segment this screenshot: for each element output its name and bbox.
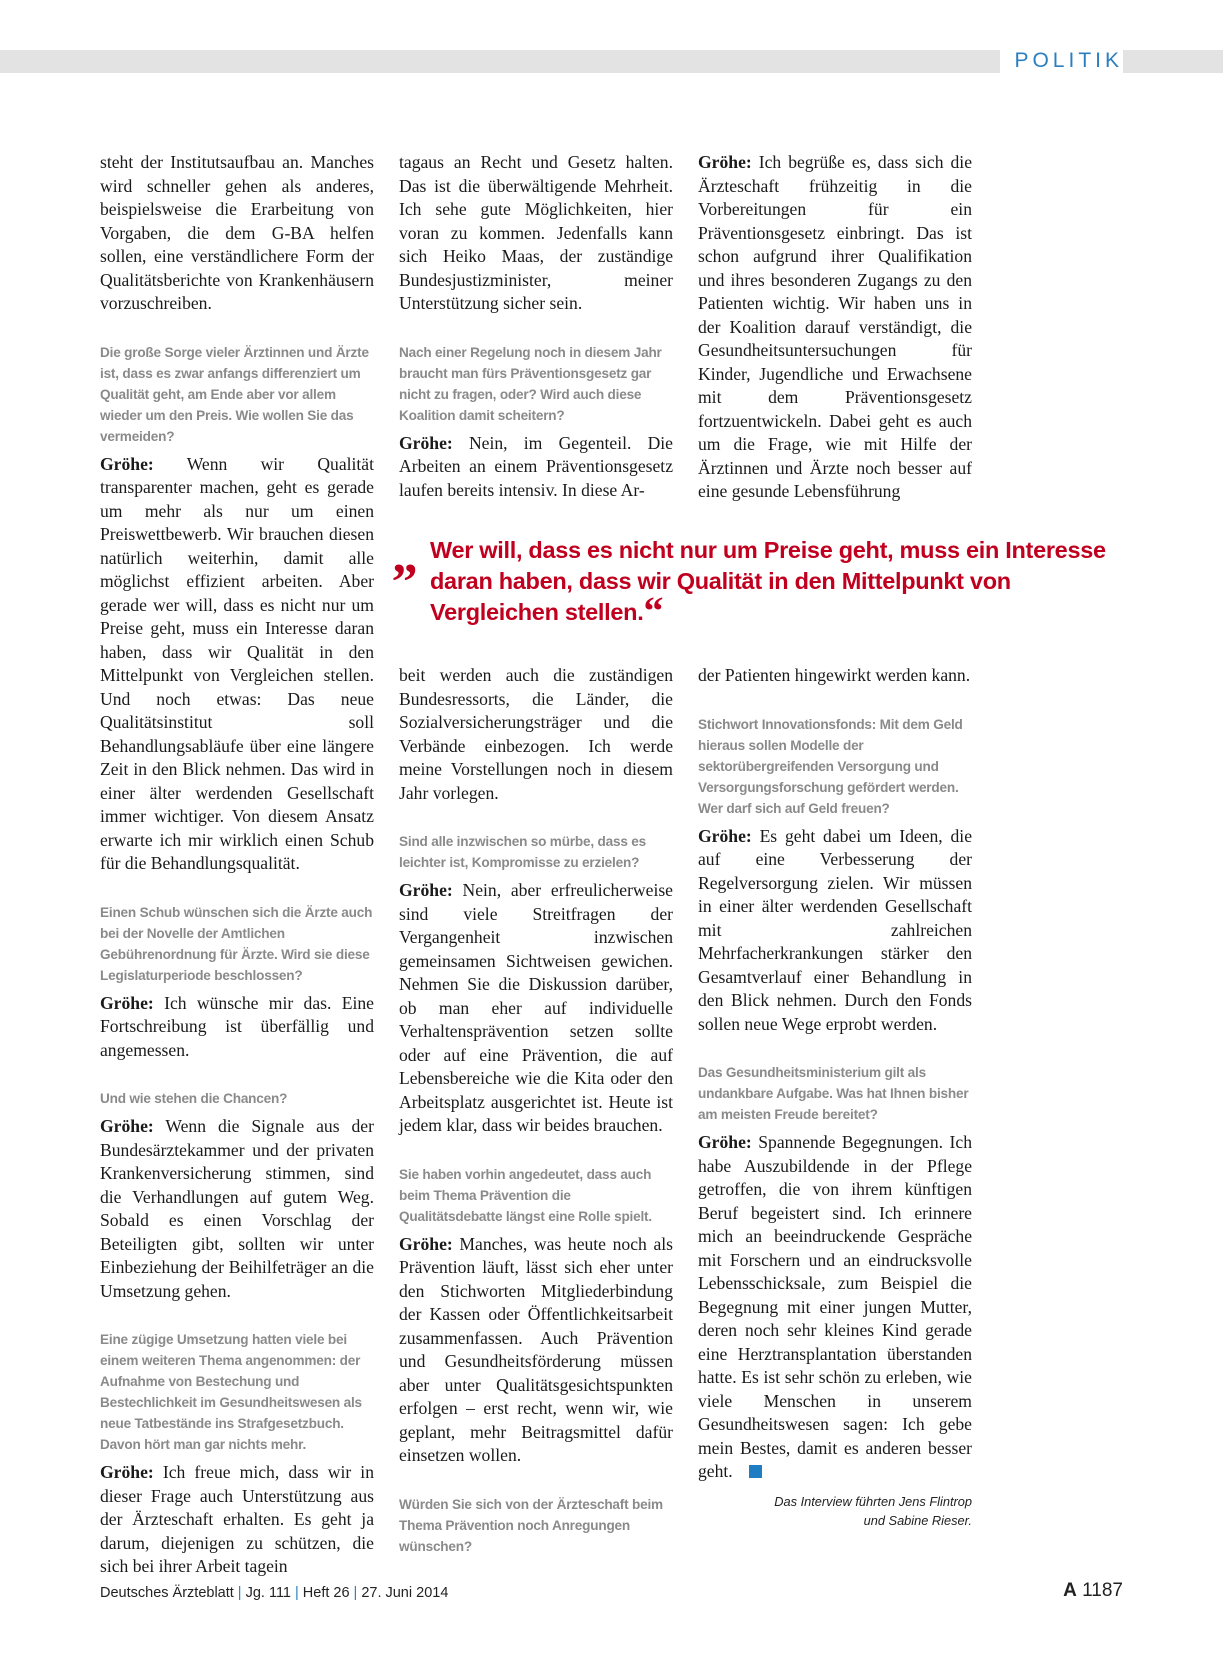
column-2-bottom — [399, 664, 673, 1563]
answer-text: Ich begrüße es, dass sich die Ärzteschaft frühzeitig in die Vorbereitungen für ein Präventionsgesetz einbringt. Das ist schon aufgrund ihrer Qualifikation und ihres besonderen Zugangs zu den Patienten wichtig. Wir haben uns in der Koalition darauf verständigt, die Gesundheitsuntersuchungen für Kinder, Jugendliche und Erwachsene mit dem Präventionsgesetz fortzuentwickeln. Dabei geht es auch um die Frage, wie mit Hilfe der Ärztinnen und Ärzte noch besser auf eine gesunde Lebensführung — [698, 152, 973, 501]
end-of-article-icon — [749, 1465, 762, 1478]
interview-question: Sie haben vorhin angedeutet, dass auch beim Thema Prävention die Qualitätsdebatte längst eine Rolle spielt. — [399, 1166, 652, 1224]
speaker-name: Gröhe: — [698, 152, 752, 172]
interview-answer — [399, 432, 673, 503]
page-number-value: 1187 — [1082, 1580, 1123, 1601]
answer-text: Ich freue mich, dass wir in dieser Frage auch Unterstützung aus der Ärzteschaft erhalten. Es geht ja darum, diejenigen zu schützen, die sich bei ihrer Arbeit tagein — [100, 1462, 374, 1576]
interview-question: Einen Schub wünschen sich die Ärzte auch bei der Novelle der Amtlichen Gebührenordnung für Ärzte. Wird sie diese Legislaturperiode beschlossen? — [100, 904, 373, 983]
interview-answer — [399, 1233, 673, 1468]
interview-answer — [399, 879, 673, 1138]
pull-quote-text: Wer will, dass es nicht nur um Preise geht, muss ein Interesse daran haben, dass wir Qualität in den Mittelpunkt von Vergleichen stellen. — [430, 537, 1106, 625]
answer-text: Wenn wir Qualität transparenter machen, geht es gerade um mehr als nur um einen Preiswettbewerb. Wir brauchen diesen natürlich weiterhin, damit alle möglichst effizient arbeiten. Aber gerade wer will, dass es nicht nur um Preise geht, muss ein Interesse daran haben, dass wir Qualität in den Mittelpunkt von Vergleichen stellen. Und noch etwas: Das neue Qualitätsinstitut soll Behandlungsabläufe über eine längere Zeit in den Blick nehmen. Das wird in einer älter werdenden Gesellschaft immer wichtiger. Von diesem Ansatz erwarte ich mir wirklich einen Schub für die Behandlungsqualität. — [100, 453, 374, 873]
interview-question: Sind alle inzwischen so mürbe, dass es leichter ist, Kompromisse zu erzielen? — [399, 834, 646, 870]
interview-question: Würden Sie sich von der Ärzteschaft beim Thema Prävention noch Anregungen wünschen? — [399, 1496, 663, 1554]
interview-credit — [698, 1492, 972, 1530]
answer-text: Nein, im Gegenteil. Die Arbeiten an einem Präventionsgesetz laufen bereits intensiv. In diese Ar- — [399, 432, 673, 500]
column-2-top — [399, 151, 673, 502]
paragraph: der Patienten hingewirkt werden kann. — [698, 665, 971, 685]
footer-citation — [100, 1585, 448, 1601]
answer-text: Spannende Begegnungen. Ich habe Auszubildende in der Pflege getroffen, die von ihrem künftigen Beruf begeistert sind. Ich erinnere mich an beeindruckende Gespräche mit Forschern und an eindrucksvolle Lebensschicksale, zum Beispiel die Begegnung mit einer jungen Mutter, deren noch sehr kleines Kind gerade eine Herztransplantation überstanden hatte. Es ist sehr schön zu erleben, wie viele Menschen in unserem Gesundheitswesen sagen: Ich gebe mein Bestes, damit es anderen besser geht. — [698, 1132, 972, 1481]
pull-quote — [392, 527, 1120, 633]
interview-answer — [100, 992, 374, 1063]
speaker-name: Gröhe: — [399, 432, 453, 453]
speaker-name: Gröhe: — [698, 825, 752, 846]
paragraph: steht der Institutsaufbau an. Manches wird schneller gehen als anderes, beispielsweise die Erarbeitung von Vorgaben, die dem G-BA helfen sollen, eine verständlichere Form der Qualitätsberichte von Krankenhäusern vorzuschreiben. — [100, 152, 374, 313]
column-1 — [100, 151, 374, 1579]
closing-quote-mark: “ — [643, 588, 664, 633]
answer-text: Manches, was heute noch als Prävention läuft, lässt sich eher unter den Stichworten Mitgliederbindung der Kassen oder Öffentlichkeitsarbeit zusammenfassen. Auch Prävention und Gesundheitsförderung müssen aber unter Qualitätsgesichtspunkten erfolgen – erst recht, wenn wir, wie geplant, mehr Beitragsmittel dafür einsetzen wollen. — [399, 1233, 673, 1465]
speaker-name: Gröhe: — [100, 453, 154, 474]
interview-question: Die große Sorge vieler Ärztinnen und Ärzte ist, dass es zwar anfangs differenziert um Qualität geht, am Ende aber vor allem wieder um den Preis. Wie wollen Sie das vermeiden? — [100, 344, 369, 444]
separator: | — [237, 1585, 242, 1601]
answer-text: Wenn die Signale aus der Bundesärztekammer und der privaten Krankenversicherung stimmen, sind die Verhandlungen auf gutem Weg. Sobald es einen Vorschlag der Beteiligten gibt, sollten wir unter Einbeziehung der Beihilfeträger an die Umsetzung gehen. — [100, 1116, 374, 1301]
paragraph: beit werden auch die zuständigen Bundesressorts, die Länder, die Sozialversicherungsträger und die Verbände einbezogen. Ich werde meine Vorstellungen noch in diesem Jahr vorlegen. — [399, 665, 673, 803]
interview-answer — [698, 151, 972, 504]
speaker-name: Gröhe: — [399, 880, 453, 900]
opening-quote-mark: „ — [392, 527, 418, 584]
interview-question: Und wie stehen die Chancen? — [100, 1091, 288, 1106]
speaker-name: Gröhe: — [698, 1132, 752, 1152]
answer-text: Nein, aber erfreulicherweise sind viele Streitfragen der Vergangenheit inzwischen gemeinsamen Sichtweisen gewichen. Nehmen Sie die Diskussion darüber, ob man eher auf individuelle Verhaltensprävention setzen sollte oder auf eine Prävention, die auf Lebensbereiche wie die Kita oder den Arbeitsplatz ausgerichtet ist. Heute ist jedem klar, dass wir beides brauchen. — [399, 880, 673, 1135]
speaker-name: Gröhe: — [100, 992, 154, 1013]
volume: Jg. 111 — [245, 1585, 291, 1601]
interview-question: Stichwort Innovationsfonds: Mit dem Geld hieraus sollen Modelle der sektorübergreifenden Versorgung und Versorgungsforschung gefördert werden. Wer darf sich auf Geld freuen? — [698, 716, 963, 816]
column-3-top — [698, 151, 972, 504]
interview-question: Eine zügige Umsetzung hatten viele bei einem weiteren Thema angenommen: der Aufnahme von Bestechung und Bestechlichkeit im Gesundheitswesen als neue Tatbestände ins Strafgesetzbuch. Davon hört man gar nichts mehr. — [100, 1332, 362, 1452]
paragraph: tagaus an Recht und Gesetz halten. Das ist die überwältigende Mehrheit. Ich sehe gute Möglichkeiten, hier voran zu kommen. Jedenfalls kann sich Heiko Maas, der zuständige Bundesjustizminister, meiner Unterstützung sicher sein. — [399, 152, 673, 313]
publication-name: Deutsches Ärzteblatt — [100, 1585, 234, 1601]
page-number — [1063, 1580, 1123, 1602]
separator: | — [295, 1585, 299, 1601]
issue-date: 27. Juni 2014 — [361, 1585, 449, 1601]
interview-answer — [698, 1131, 972, 1484]
column-3-bottom — [698, 664, 972, 1530]
interview-question: Das Gesundheitsministerium gilt als undankbare Aufgabe. Was hat Ihnen bisher am meisten Freude bereitet? — [698, 1065, 969, 1122]
speaker-name: Gröhe: — [100, 1462, 154, 1482]
interview-answer — [100, 453, 374, 876]
interview-answer — [698, 825, 972, 1037]
answer-text: Es geht dabei um Ideen, die auf eine Verbesserung der Regelversorgung zielen. Wir müssen in einer älter werdenden Gesellschaft mit zahlreichen Mehrfacherkrankungen stärker den Gesamtverlauf einer Behandlung in den Blick nehmen. Durch den Fonds sollen neue Wege erprobt werden. — [698, 825, 973, 1034]
answer-text: Ich wünsche mir das. Eine Fortschreibung ist überfällig und angemessen. — [100, 992, 374, 1060]
section-label: POLITIK — [1000, 49, 1123, 73]
speaker-name: Gröhe: — [100, 1116, 154, 1136]
separator: | — [353, 1585, 358, 1601]
interview-question: Nach einer Regelung noch in diesem Jahr braucht man fürs Präventionsgesetz gar nicht zu fragen, oder? Wird auch diese Koalition damit scheitern? — [399, 344, 662, 423]
page-prefix: A — [1063, 1580, 1077, 1601]
interview-answer — [100, 1461, 374, 1579]
credit-line: Das Interview führten Jens Flintrop — [774, 1493, 972, 1509]
speaker-name: Gröhe: — [399, 1233, 453, 1254]
interview-answer — [100, 1115, 374, 1303]
credit-line: und Sabine Rieser. — [863, 1512, 972, 1528]
issue: Heft 26 — [302, 1585, 350, 1601]
